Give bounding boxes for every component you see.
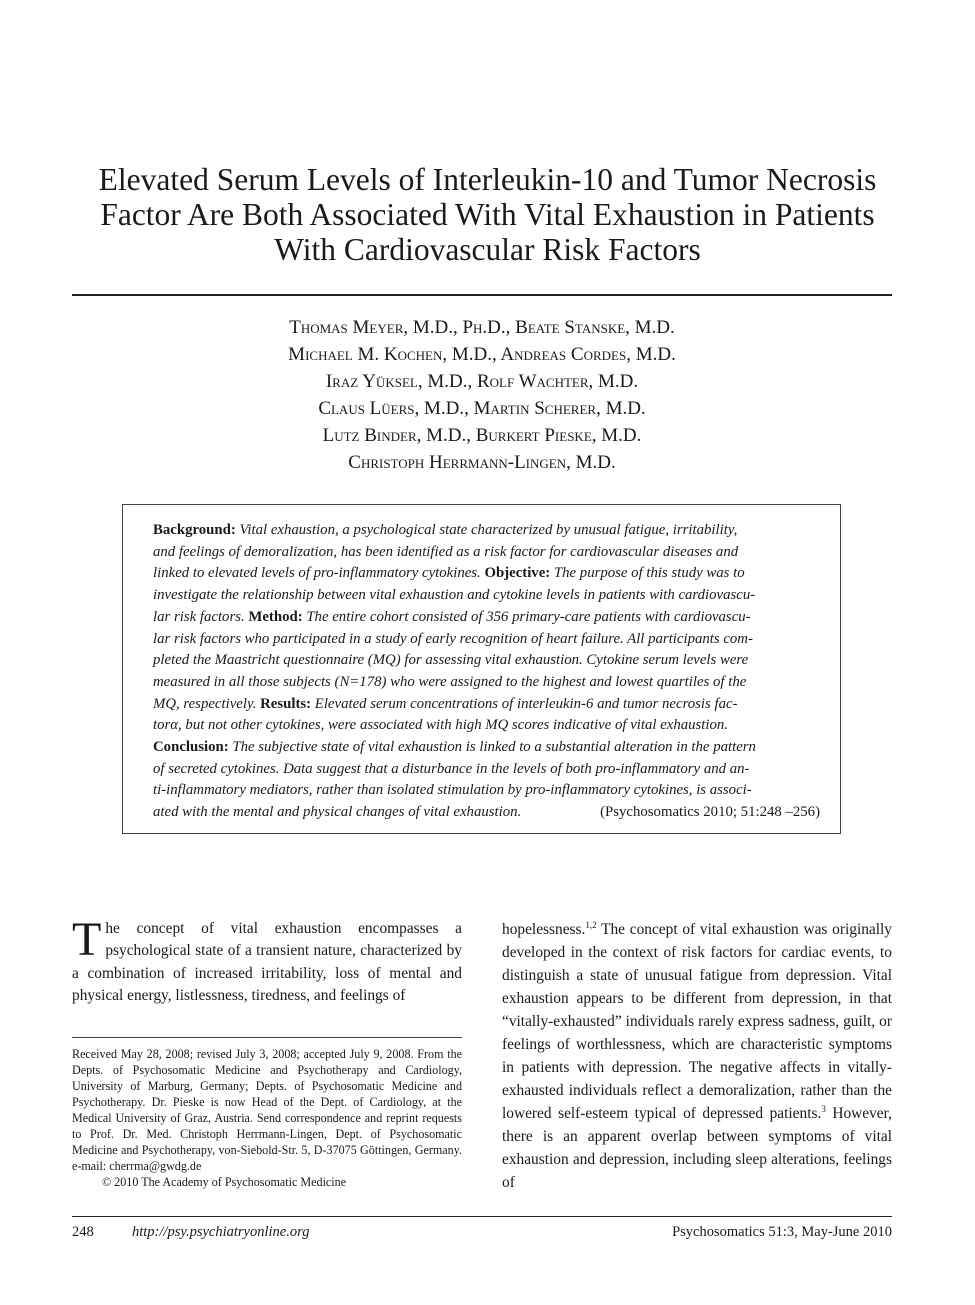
author-line: Iraz Yüksel, M.D., Rolf Wachter, M.D. bbox=[325, 371, 639, 392]
method-text: The entire cohort consisted of 356 primary-care patients with cardiovascu- bbox=[306, 608, 751, 625]
abstract-line bbox=[153, 802, 820, 824]
results-text: torα, but not other cytokines, were associated with high MQ scores indicative of vital exhaustion. bbox=[153, 717, 729, 734]
body-column-left bbox=[72, 913, 462, 1007]
objective-label: Objective: bbox=[484, 565, 551, 582]
objective-text: The purpose of this study was to bbox=[553, 565, 745, 582]
objective-text: investigate the relationship between vital exhaustion and cytokine levels in patients with cardiovascu- bbox=[153, 587, 756, 604]
method-text: lar risk factors who participated in a study of early recognition of heart failure. All participants com- bbox=[153, 630, 753, 647]
journal-issue: Psychosomatics 51:3, May-June 2010 bbox=[672, 1224, 892, 1240]
abstract-line bbox=[153, 542, 820, 564]
title-line: With Cardiovascular Risk Factors bbox=[274, 232, 701, 267]
method-text: MQ, respectively. bbox=[153, 695, 257, 712]
article-title bbox=[60, 162, 915, 267]
background-text: linked to elevated levels of pro-inflammatory cytokines. bbox=[153, 565, 481, 582]
title-line: Elevated Serum Levels of Interleukin-10 and Tumor Necrosis bbox=[98, 162, 877, 197]
footnote-text: Received May 28, 2008; revised July 3, 2008; accepted July 9, 2008. From the Depts. of Psychosomatic Medicine and Psychotherapy and Cardiology, University of Marburg, Germany; Depts. of Psychosomatic Medicine and Psychotherapy. Dr. Pieske is now Head of the Dept. of Cardiology, at the Medical University of Graz, Austria. Send correspondence and reprint requests to Prof. Dr. Med. Christoph Herrmann-Lingen, Dept. of Psychosomatic Medicine and Psychotherapy, von-Siebold-Str. 5, D-37075 Göttingen, Germany. e-mail: cherrma@gwdg.de bbox=[72, 1047, 462, 1173]
reference-marker[interactable]: 3 bbox=[821, 1103, 826, 1114]
journal-url[interactable]: http://psy.psychiatryonline.org bbox=[132, 1224, 310, 1240]
conclusion-label: Conclusion: bbox=[153, 739, 229, 756]
method-text: measured in all those subjects (N=178) who were assigned to the highest and lowest quartiles of the bbox=[153, 673, 747, 690]
abstract-line bbox=[153, 694, 820, 716]
background-text: Vital exhaustion, a psychological state characterized by unusual fatigue, irritability, bbox=[239, 522, 738, 538]
abstract-line bbox=[153, 629, 820, 651]
method-text: pleted the Maastricht questionnaire (MQ) for assessing vital exhaustion. Cytokine serum levels were bbox=[153, 652, 749, 669]
abstract-line bbox=[153, 780, 820, 802]
abstract-line bbox=[153, 672, 820, 694]
page-number: 248 bbox=[72, 1224, 94, 1240]
body-paragraph bbox=[502, 918, 892, 1194]
body-column-right bbox=[502, 918, 892, 1194]
drop-cap: T bbox=[72, 913, 102, 966]
background-label: Background: bbox=[153, 522, 236, 538]
footer-divider bbox=[72, 1216, 892, 1217]
body-text: The concept of vital exhaustion was originally developed in the context of risk factors for cardiac events, to distinguish a state of unusual fatigue from depression. Vital exhaustion appears to be different from depression, in that “vitally-exhausted” individuals rarely express sadness, guilt, or feelings of worthlessness, which are characteristic symptoms in patients with depression. The negative affects in vitally-exhausted individuals reflect a demoralization, rather than the lowered self-esteem typical of depressed patients. bbox=[502, 921, 892, 1122]
author-line: Christoph Herrmann-Lingen, M.D. bbox=[348, 452, 616, 473]
results-label: Results: bbox=[260, 695, 312, 712]
abstract-line bbox=[153, 759, 820, 781]
conclusion-text: of secreted cytokines. Data suggest that a disturbance in the levels of both pro-inflammatory and an- bbox=[153, 760, 750, 777]
conclusion-text: The subjective state of vital exhaustion is linked to a substantial alteration in the pattern bbox=[232, 739, 756, 756]
title-divider bbox=[72, 294, 892, 296]
title-line: Factor Are Both Associated With Vital Exhaustion in Patients bbox=[100, 197, 875, 232]
conclusion-text: ated with the mental and physical changes of vital exhaustion. bbox=[153, 804, 522, 821]
results-text: Elevated serum concentrations of interleukin-6 and tumor necrosis fac- bbox=[314, 695, 738, 712]
abstract-box bbox=[122, 504, 841, 834]
abstract-line bbox=[153, 650, 820, 672]
method-label: Method: bbox=[248, 608, 303, 625]
body-text: he concept of vital exhaustion encompasses a psychological state of a transient nature, characterized by a combination of increased irritability, loss of mental and physical energy, listlessness, tiredness, and feelings of bbox=[72, 920, 462, 1004]
author-line: Claus Lüers, M.D., Martin Scherer, M.D. bbox=[318, 398, 646, 419]
background-text: and feelings of demoralization, has been identified as a risk factor for cardiovascular diseases and bbox=[153, 543, 739, 560]
author-line: Thomas Meyer, M.D., Ph.D., Beate Stanske, M.D. bbox=[289, 317, 675, 338]
conclusion-text: ti-inflammatory mediators, rather than isolated stimulation by pro-inflammatory cytokines, is associ- bbox=[153, 782, 752, 799]
abstract-citation: (Psychosomatics 2010; 51:248 –256) bbox=[600, 804, 820, 821]
objective-text: lar risk factors. bbox=[153, 608, 245, 625]
author-list bbox=[72, 314, 892, 476]
abstract-line bbox=[153, 715, 820, 737]
author-line: Michael M. Kochen, M.D., Andreas Cordes, M.D. bbox=[288, 344, 676, 365]
reference-marker[interactable]: 1,2 bbox=[585, 919, 597, 930]
abstract-line bbox=[153, 520, 820, 542]
body-paragraph bbox=[72, 913, 462, 1007]
body-text: However, there is an apparent overlap between symptoms of vital exhaustion and depression, including sleep alterations, feelings of bbox=[502, 1105, 892, 1191]
abstract-line bbox=[153, 737, 820, 759]
abstract-line bbox=[153, 563, 820, 585]
author-line: Lutz Binder, M.D., Burkert Pieske, M.D. bbox=[322, 425, 642, 446]
footnote bbox=[72, 1046, 462, 1190]
copyright-text: © 2010 The Academy of Psychosomatic Medicine bbox=[102, 1175, 347, 1189]
abstract-line bbox=[153, 585, 820, 607]
body-text: hopelessness. bbox=[502, 921, 586, 938]
abstract-line bbox=[153, 607, 820, 629]
footnote-divider bbox=[72, 1037, 462, 1038]
